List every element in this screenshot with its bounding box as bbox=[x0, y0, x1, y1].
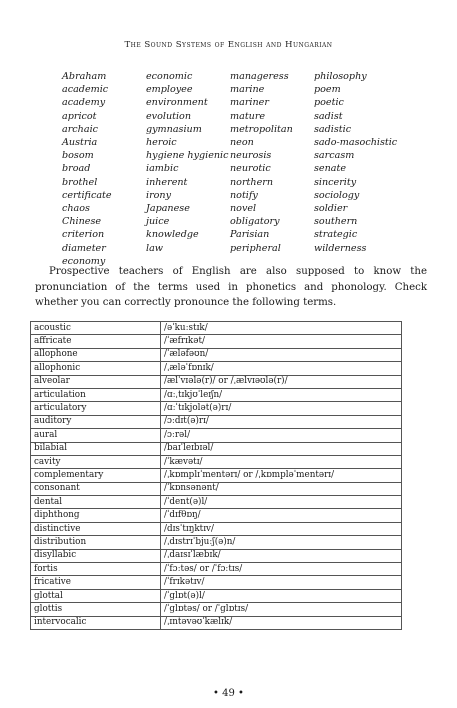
table-row bbox=[31, 576, 402, 589]
pronunciation-cell: /ˌdaɪsɪˈlæbɪk/ bbox=[161, 549, 402, 562]
table-row bbox=[31, 509, 402, 522]
word-item: mariner bbox=[230, 97, 269, 109]
pronunciation-cell: /ˌɪntəvəʊˈkælɪk/ bbox=[161, 616, 402, 629]
pronunciation-cell: /dɪsˈtɪŋktɪv/ bbox=[161, 522, 402, 535]
word-item: irony bbox=[146, 189, 172, 201]
pronunciation-cell: /ɔːdɪt(ə)rɪ/ bbox=[161, 415, 402, 428]
word-item: Japanese bbox=[146, 203, 190, 215]
word-item: apricot bbox=[62, 110, 97, 122]
word-item: sociology bbox=[314, 189, 360, 201]
word-item: evolution bbox=[146, 110, 191, 122]
word-item: broad bbox=[62, 163, 91, 175]
table-row bbox=[31, 616, 402, 629]
word-item: chaos bbox=[62, 203, 90, 215]
table-row bbox=[31, 536, 402, 549]
word-item: poetic bbox=[314, 97, 344, 109]
pronunciation-cell: /ˈglɒt(ə)l/ bbox=[161, 589, 402, 602]
term-cell: dental bbox=[31, 496, 161, 509]
table-row bbox=[31, 402, 402, 415]
term-cell: fortis bbox=[31, 563, 161, 576]
term-cell: consonant bbox=[31, 482, 161, 495]
word-item: certificate bbox=[62, 189, 112, 201]
table-row bbox=[31, 362, 402, 375]
pronunciation-cell: /ˈkævətɪ/ bbox=[161, 455, 402, 468]
term-cell: glottis bbox=[31, 603, 161, 616]
word-item: heroic bbox=[146, 137, 177, 149]
term-cell: affricate bbox=[31, 335, 161, 348]
pronunciation-cell: /ˌkɒmplɪˈmentərɪ/ or /ˌkɒmpləˈmentərɪ/ bbox=[161, 469, 402, 482]
word-item: environment bbox=[146, 97, 208, 109]
word-item: gymnasium bbox=[146, 123, 202, 135]
table-row bbox=[31, 603, 402, 616]
word-item: Austria bbox=[62, 137, 98, 149]
table-row bbox=[31, 415, 402, 428]
table-row bbox=[31, 348, 402, 361]
word-item: hygiene hygienic bbox=[146, 150, 229, 162]
term-cell: fricative bbox=[31, 576, 161, 589]
word-item: metropolitan bbox=[230, 123, 293, 135]
pronunciation-cell: /ˈæfrɪkət/ bbox=[161, 335, 402, 348]
page-number: • 49 • bbox=[213, 688, 244, 699]
word-item: Chinese bbox=[62, 216, 102, 228]
word-item: novel bbox=[230, 203, 257, 215]
word-item: Abraham bbox=[62, 71, 107, 82]
pronunciation-cell: /ɑːˌtɪkjʊˈleɪʃn/ bbox=[161, 388, 402, 401]
word-item: neon bbox=[230, 137, 254, 149]
pronunciation-cell: /əˈkuːstɪk/ bbox=[161, 322, 402, 335]
word-item: soldier bbox=[314, 203, 348, 215]
term-cell: cavity bbox=[31, 455, 161, 468]
table-row bbox=[31, 375, 402, 388]
term-cell: acoustic bbox=[31, 322, 161, 335]
term-cell: glottal bbox=[31, 589, 161, 602]
table-row bbox=[31, 455, 402, 468]
term-cell: articulatory bbox=[31, 402, 161, 415]
table-row bbox=[31, 522, 402, 535]
word-item: inherent bbox=[146, 176, 188, 188]
word-item: manageress bbox=[230, 71, 289, 82]
term-cell: articulation bbox=[31, 388, 161, 401]
terms-table bbox=[30, 321, 402, 630]
word-item: iambic bbox=[146, 163, 179, 175]
word-item: diameter bbox=[62, 242, 106, 254]
word-item: sarcasm bbox=[314, 150, 355, 162]
word-item: poem bbox=[314, 84, 341, 96]
term-cell: allophonic bbox=[31, 362, 161, 375]
term-cell: allophone bbox=[31, 348, 161, 361]
table-row bbox=[31, 482, 402, 495]
term-cell: aural bbox=[31, 429, 161, 442]
word-item: juice bbox=[146, 216, 170, 228]
pronunciation-cell: /ˈfɔːtəs/ or /ˈfɔːtɪs/ bbox=[161, 563, 402, 576]
instructions-paragraph: Prospective teachers of English are also supposed to know the pronunciation of the terms used in phonetics and phonology. Check whether you can correctly pronounce the following terms. bbox=[35, 266, 427, 309]
pronunciation-cell: /ˈglɒtəs/ or /ˈglɒtɪs/ bbox=[161, 603, 402, 616]
word-item: senate bbox=[314, 163, 347, 175]
table-row bbox=[31, 429, 402, 442]
word-item: academic bbox=[62, 84, 109, 96]
term-cell: bilabial bbox=[31, 442, 161, 455]
word-item: Parisian bbox=[230, 229, 270, 241]
word-item: sincerity bbox=[314, 176, 357, 188]
word-item: archaic bbox=[62, 123, 99, 135]
pronunciation-cell: /ɑːˈtɪkjolət(ə)rɪ/ bbox=[161, 402, 402, 415]
table-row bbox=[31, 322, 402, 335]
word-item: economic bbox=[146, 71, 193, 82]
word-item: philosophy bbox=[314, 71, 367, 82]
word-item: sadistic bbox=[314, 123, 352, 135]
word-item: peripheral bbox=[230, 242, 281, 254]
word-item: law bbox=[146, 242, 163, 254]
word-item: sadist bbox=[314, 110, 343, 122]
pronunciation-cell: /ˈdɪfθɒŋ/ bbox=[161, 509, 402, 522]
word-item: marine bbox=[230, 84, 265, 96]
term-cell: complementary bbox=[31, 469, 161, 482]
term-cell: distinctive bbox=[31, 522, 161, 535]
term-cell: alveolar bbox=[31, 375, 161, 388]
word-item: criterion bbox=[62, 229, 105, 241]
table-row bbox=[31, 442, 402, 455]
table-row bbox=[31, 335, 402, 348]
word-item: neurotic bbox=[230, 163, 271, 175]
pronunciation-cell: /ˌdɪstrɪˈbjuːʃ(ə)n/ bbox=[161, 536, 402, 549]
table-row bbox=[31, 388, 402, 401]
word-item: sado-masochistic bbox=[314, 137, 398, 149]
word-item: southern bbox=[314, 216, 358, 228]
term-cell: disyllabic bbox=[31, 549, 161, 562]
word-item: employee bbox=[146, 84, 193, 96]
word-item: strategic bbox=[314, 229, 358, 241]
table-row bbox=[31, 563, 402, 576]
table-row bbox=[31, 469, 402, 482]
table-row bbox=[31, 589, 402, 602]
table-row bbox=[31, 496, 402, 509]
term-cell: diphthong bbox=[31, 509, 161, 522]
pronunciation-cell: /ˈdent(ə)l/ bbox=[161, 496, 402, 509]
pronunciation-cell: /ˈkɒnsənənt/ bbox=[161, 482, 402, 495]
pronunciation-cell: /ˈæləfəʊn/ bbox=[161, 348, 402, 361]
word-item: wilderness bbox=[314, 242, 367, 254]
pronunciation-cell: /ˌæləˈfɒnɪk/ bbox=[161, 362, 402, 375]
pronunciation-cell: /ɔːrəl/ bbox=[161, 429, 402, 442]
word-item: brothel bbox=[62, 176, 98, 188]
term-cell: intervocalic bbox=[31, 616, 161, 629]
pronunciation-cell: /ælˈvɪələ(r)/ or /ˌælvɪəʊlə(r)/ bbox=[161, 375, 402, 388]
word-item: northern bbox=[230, 176, 274, 188]
word-item: mature bbox=[230, 110, 266, 122]
word-item: economy bbox=[62, 255, 106, 267]
term-cell: distribution bbox=[31, 536, 161, 549]
pronunciation-cell: /baɪˈleɪbɪəl/ bbox=[161, 442, 402, 455]
word-item: academy bbox=[62, 97, 106, 109]
term-cell: auditory bbox=[31, 415, 161, 428]
word-list bbox=[62, 70, 424, 268]
running-header: The Sound Systems of English and Hungarian bbox=[124, 40, 333, 50]
word-item: obligatory bbox=[230, 216, 280, 228]
word-item: notify bbox=[230, 189, 258, 201]
word-item: bosom bbox=[62, 150, 94, 162]
word-item: neurosis bbox=[230, 150, 272, 162]
pronunciation-cell: /ˈfrɪkətɪv/ bbox=[161, 576, 402, 589]
table-row bbox=[31, 549, 402, 562]
word-item: knowledge bbox=[146, 229, 199, 241]
